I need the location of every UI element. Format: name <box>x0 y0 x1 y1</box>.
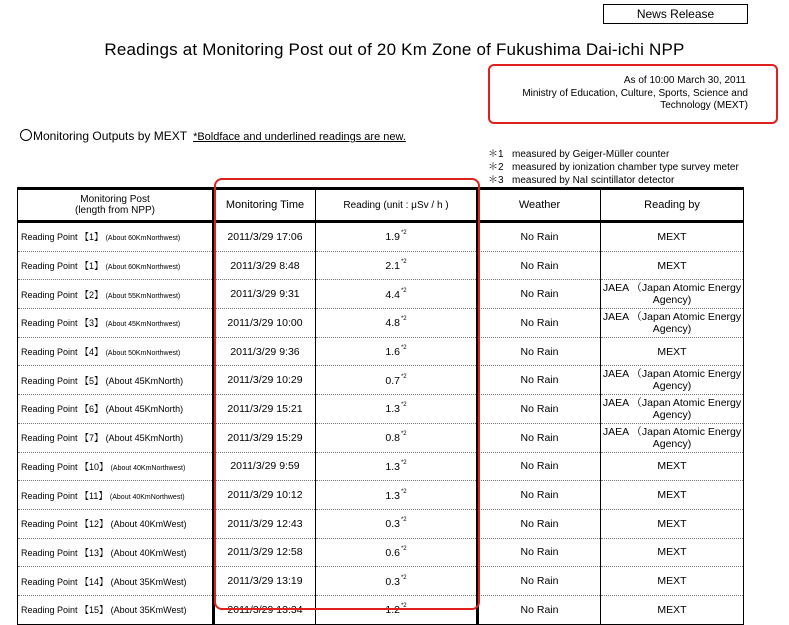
cell-weather: No Rain <box>478 309 601 338</box>
cell-weather: No Rain <box>478 567 601 596</box>
cell-reading <box>316 222 478 252</box>
reading-value: 4.4 <box>385 288 400 301</box>
cell-monitoring-time: 2011/3/29 9:59 <box>214 452 316 481</box>
cell-reading-point <box>18 567 214 596</box>
ministry-name: Ministry of Education, Culture, Sports, Science and Technology (MEXT) <box>522 88 748 111</box>
reading-point-label: Reading Point 【15】 <box>21 605 109 616</box>
cell-reading <box>316 538 478 567</box>
cell-reading <box>316 280 478 309</box>
cell-reading-by: JAEA （Japan Atomic Energy Agency) <box>601 366 744 395</box>
cell-monitoring-time: 2011/3/29 10:00 <box>214 309 316 338</box>
reading-point-label: Reading Point 【5】 <box>21 375 104 386</box>
cell-reading <box>316 567 478 596</box>
cell-reading-point <box>18 251 214 280</box>
col-header-time: Monitoring Time <box>214 189 316 222</box>
reading-point-label: Reading Point 【7】 <box>21 433 104 444</box>
reading-point-label: Reading Point 【1】 <box>21 232 104 243</box>
reading-note: *2 <box>400 316 407 323</box>
table-row <box>18 337 744 366</box>
footnote <box>488 161 739 174</box>
cell-weather: No Rain <box>478 366 601 395</box>
cell-reading-by: JAEA （Japan Atomic Energy Agency) <box>601 423 744 452</box>
cell-weather: No Rain <box>478 452 601 481</box>
cell-monitoring-time: 2011/3/29 15:29 <box>214 423 316 452</box>
reading-point-label: Reading Point 【2】 <box>21 289 104 300</box>
reading-point-distance: (About 45KmNorth) <box>105 433 184 444</box>
cell-reading-by: MEXT <box>601 538 744 567</box>
reading-point-distance: (About 40KmNorthwest) <box>110 464 186 472</box>
cell-reading-point <box>18 452 214 481</box>
reading-point-distance: (About 55KmNorthwest) <box>105 292 181 300</box>
reading-note: *2 <box>400 345 407 352</box>
cell-weather: No Rain <box>478 337 601 366</box>
reading-point-distance: (About 40KmWest) <box>110 547 187 558</box>
reading-point-distance: (About 50KmNorthwest) <box>105 350 181 358</box>
cell-weather: No Rain <box>478 423 601 452</box>
as-of-date: As of 10:00 March 30, 2011 <box>623 75 746 86</box>
reading-value: 1.6 <box>385 346 400 359</box>
cell-monitoring-time: 2011/3/29 13:34 <box>214 595 316 624</box>
reading-point-label: Reading Point 【12】 <box>21 519 109 530</box>
cell-weather: No Rain <box>478 395 601 424</box>
cell-reading-by: MEXT <box>601 481 744 510</box>
cell-reading-point <box>18 481 214 510</box>
footnotes <box>488 148 739 187</box>
reading-point-distance: (About 40KmWest) <box>110 519 187 530</box>
reading-point-label: Reading Point 【13】 <box>21 547 109 558</box>
cell-reading-by: MEXT <box>601 251 744 280</box>
reading-point-label: Reading Point 【6】 <box>21 404 104 415</box>
cell-reading-by: MEXT <box>601 452 744 481</box>
cell-reading-point <box>18 309 214 338</box>
cell-reading-point <box>18 423 214 452</box>
outputs-heading-text: Monitoring Outputs by MEXT <box>33 129 188 143</box>
reading-value: 2.1 <box>385 260 400 273</box>
cell-reading-point <box>18 595 214 624</box>
reading-value: 1.3 <box>385 489 400 502</box>
cell-reading-by: MEXT <box>601 595 744 624</box>
reading-note: *2 <box>400 287 407 294</box>
cell-reading-by: JAEA （Japan Atomic Energy Agency) <box>601 395 744 424</box>
table-row <box>18 567 744 596</box>
reading-point-label: Reading Point 【1】 <box>21 261 104 272</box>
table-row <box>18 509 744 538</box>
reading-point-label: Reading Point 【10】 <box>21 461 109 472</box>
table-row <box>18 395 744 424</box>
reading-note: *2 <box>400 517 407 524</box>
table-row <box>18 222 744 252</box>
reading-note: *2 <box>400 545 407 552</box>
reading-value: 1.2 <box>385 604 400 617</box>
new-readings-note: *Boldface and underlined readings are new. <box>193 131 406 143</box>
cell-monitoring-time: 2011/3/29 10:12 <box>214 481 316 510</box>
reading-point-distance: (About 60KmNorthwest) <box>105 235 181 243</box>
reading-value: 0.7 <box>385 374 400 387</box>
reading-value: 1.3 <box>385 460 400 473</box>
footnote <box>488 148 739 161</box>
cell-monitoring-time: 2011/3/29 9:36 <box>214 337 316 366</box>
footnote-mark: ＊3 <box>488 175 504 186</box>
cell-weather: No Rain <box>478 538 601 567</box>
cell-reading-point <box>18 337 214 366</box>
cell-monitoring-time: 2011/3/29 17:06 <box>214 222 316 252</box>
cell-reading-point <box>18 395 214 424</box>
reading-value: 1.3 <box>385 403 400 416</box>
reading-note: *2 <box>400 402 407 409</box>
cell-weather: No Rain <box>478 251 601 280</box>
reading-point-distance: (About 45KmNorthwest) <box>105 321 181 329</box>
col-header-weather: Weather <box>478 189 601 222</box>
reading-point-label: Reading Point 【11】 <box>21 490 108 501</box>
col-header-reading-by: Reading by <box>601 189 744 222</box>
footnote-mark: ＊1 <box>488 149 504 160</box>
table-row <box>18 481 744 510</box>
reading-note: *2 <box>400 431 407 438</box>
reading-point-distance: (About 35KmWest) <box>110 605 187 616</box>
outputs-heading <box>20 129 406 143</box>
cell-reading-point <box>18 222 214 252</box>
col-header-point <box>18 189 214 222</box>
cell-monitoring-time: 2011/3/29 9:31 <box>214 280 316 309</box>
cell-reading <box>316 309 478 338</box>
footnote <box>488 174 739 187</box>
reading-point-distance: (About 40KmNorthwest) <box>109 493 185 501</box>
reading-point-distance: (About 35KmWest) <box>110 576 187 587</box>
table-row <box>18 538 744 567</box>
cell-reading <box>316 481 478 510</box>
col-header-point-line2: (length from NPP) <box>74 205 156 216</box>
cell-reading <box>316 337 478 366</box>
reading-point-distance: (About 45KmNorth) <box>105 375 184 386</box>
cell-reading <box>316 366 478 395</box>
cell-reading-by: MEXT <box>601 567 744 596</box>
reading-note: *2 <box>400 488 407 495</box>
reading-note: *2 <box>400 230 407 237</box>
table-row <box>18 366 744 395</box>
cell-monitoring-time: 2011/3/29 13:19 <box>214 567 316 596</box>
cell-reading <box>316 423 478 452</box>
footnote-text: measured by NaI scintillator detector <box>512 175 675 186</box>
table-header-row <box>18 189 744 222</box>
reading-point-distance: (About 45KmNorth) <box>105 404 184 415</box>
table-row <box>18 309 744 338</box>
cell-reading-point <box>18 509 214 538</box>
cell-reading-by: MEXT <box>601 509 744 538</box>
reading-note: *2 <box>400 459 407 466</box>
reading-value: 0.8 <box>385 432 400 445</box>
reading-value: 0.3 <box>385 575 400 588</box>
col-header-reading: Reading (unit : μSv / h ) <box>316 189 478 222</box>
cell-weather: No Rain <box>478 222 601 252</box>
cell-reading <box>316 595 478 624</box>
reading-value: 1.9 <box>385 231 400 244</box>
reading-note: *2 <box>400 603 407 610</box>
table-row <box>18 423 744 452</box>
reading-value: 0.6 <box>385 546 400 559</box>
cell-weather: No Rain <box>478 280 601 309</box>
cell-monitoring-time: 2011/3/29 12:58 <box>214 538 316 567</box>
cell-reading <box>316 251 478 280</box>
cell-reading-by: MEXT <box>601 222 744 252</box>
table-row <box>18 251 744 280</box>
reading-note: *2 <box>400 373 407 380</box>
footnote-text: measured by ionization chamber type survey meter <box>512 162 739 173</box>
cell-reading <box>316 395 478 424</box>
table-row <box>18 595 744 624</box>
footnote-mark: ＊2 <box>488 162 504 173</box>
reading-note: *2 <box>400 259 407 266</box>
cell-weather: No Rain <box>478 595 601 624</box>
col-header-point-line1: Monitoring Post <box>80 194 150 205</box>
cell-monitoring-time: 2011/3/29 8:48 <box>214 251 316 280</box>
reading-point-distance: (About 60KmNorthwest) <box>105 264 181 272</box>
news-release-label: News Release <box>603 4 748 24</box>
footnote-text: measured by Geiger-Müller counter <box>512 149 670 160</box>
cell-weather: No Rain <box>478 509 601 538</box>
cell-monitoring-time: 2011/3/29 12:43 <box>214 509 316 538</box>
page-title: Readings at Monitoring Post out of 20 Km Zone of Fukushima Dai-ichi NPP <box>104 40 685 59</box>
circle-icon <box>20 129 32 141</box>
reading-note: *2 <box>400 574 407 581</box>
table-row <box>18 280 744 309</box>
cell-weather: No Rain <box>478 481 601 510</box>
reading-value: 0.3 <box>385 518 400 531</box>
cell-reading-point <box>18 538 214 567</box>
cell-reading-point <box>18 280 214 309</box>
readings-table <box>17 187 744 625</box>
cell-reading <box>316 509 478 538</box>
reading-point-label: Reading Point 【3】 <box>21 318 104 329</box>
reading-point-label: Reading Point 【4】 <box>21 347 104 358</box>
cell-reading-by: JAEA （Japan Atomic Energy Agency) <box>601 309 744 338</box>
cell-monitoring-time: 2011/3/29 15:21 <box>214 395 316 424</box>
issuer-box <box>488 64 778 124</box>
cell-reading-point <box>18 366 214 395</box>
cell-reading-by: JAEA （Japan Atomic Energy Agency) <box>601 280 744 309</box>
cell-reading <box>316 452 478 481</box>
cell-monitoring-time: 2011/3/29 10:29 <box>214 366 316 395</box>
reading-value: 4.8 <box>385 317 400 330</box>
table-body <box>18 222 744 625</box>
reading-point-label: Reading Point 【14】 <box>21 576 109 587</box>
table-row <box>18 452 744 481</box>
cell-reading-by: MEXT <box>601 337 744 366</box>
